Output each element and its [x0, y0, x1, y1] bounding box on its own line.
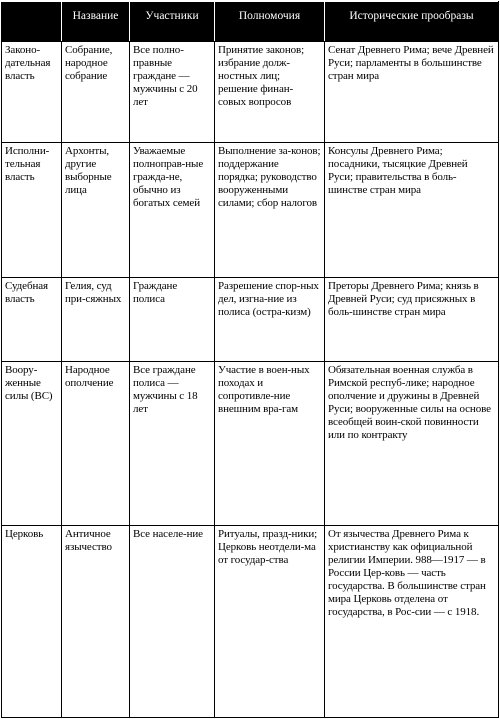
row-name-cell: Народное ополчение	[62, 362, 130, 526]
row-branch-cell: Законо-дательная власть	[2, 42, 62, 143]
row-participants-cell: Граждане полиса	[130, 278, 215, 362]
row-branch-cell: Исполни-тельная власть	[2, 143, 62, 278]
row-powers-cell: Участие в воен-ных походах и сопротивле-ние внешним вра-гам	[215, 362, 325, 526]
row-powers-cell: Выполнение за-конов; поддержание порядка; руководство вооруженными силами; сбор налогов	[215, 143, 325, 278]
row-prototypes-cell: Обязательная военная служба в Римской респуб-лике; народное ополчение и дружины в Древней Руси; вооруженные силы на основе всеобщей воин-ской повинности или по контракту	[325, 362, 499, 526]
table-row	[2, 362, 499, 526]
row-prototypes-cell: Преторы Древнего Рима; князь в Древней Руси; суд присяжных в боль-шинстве стран мира	[325, 278, 499, 362]
row-participants-cell: Все полно-правные граждане — мужчины с 20 лет	[130, 42, 215, 143]
header-cell-powers: Полномочия	[215, 2, 325, 42]
government-comparison-table	[1, 1, 499, 718]
row-prototypes-cell: От язычества Древнего Рима к христианству как официальной религии Империи. 988—1917 — в России Цер-ковь — часть государства. В большинстве стран мира Церковь отделена от государства, в Рос-сии — с 1918.	[325, 526, 499, 718]
table-row	[2, 526, 499, 718]
row-participants-cell: Все населе-ние	[130, 526, 215, 718]
row-powers-cell: Ритуалы, празд-ники; Церковь неотдели-ма от государ-ства	[215, 526, 325, 718]
table-row	[2, 143, 499, 278]
row-name-cell: Античное язычество	[62, 526, 130, 718]
row-powers-cell: Разрешение спор-ных дел, изгна-ние из полиса (остра-кизм)	[215, 278, 325, 362]
table-row	[2, 278, 499, 362]
row-participants-cell: Все граждане полиса — мужчины с 18 лет	[130, 362, 215, 526]
row-powers-cell: Принятие законов; избрание долж-ностных лиц; решение финан-совых вопросов	[215, 42, 325, 143]
table-header-row	[2, 2, 499, 42]
row-branch-cell: Судебная власть	[2, 278, 62, 362]
header-cell-participants: Участники	[130, 2, 215, 42]
row-participants-cell: Уважаемые полноправ-ные гражда-не, обычно из богатых семей	[130, 143, 215, 278]
row-branch-cell: Воору-женные силы (ВС)	[2, 362, 62, 526]
header-cell-blank	[2, 2, 62, 42]
header-cell-prototypes: Исторические прообразы	[325, 2, 499, 42]
row-prototypes-cell: Консулы Древнего Рима; посадники, тысяцкие Древней Руси; правительства в боль-шинстве стран мира	[325, 143, 499, 278]
row-branch-cell: Церковь	[2, 526, 62, 718]
row-name-cell: Архонты, другие выборные лица	[62, 143, 130, 278]
header-cell-name: Название	[62, 2, 130, 42]
row-name-cell: Собрание, народное собрание	[62, 42, 130, 143]
row-name-cell: Гелия, суд при-сяжных	[62, 278, 130, 362]
table-row	[2, 42, 499, 143]
row-prototypes-cell: Сенат Древнего Рима; вече Древней Руси; парламенты в большинстве стран мира	[325, 42, 499, 143]
